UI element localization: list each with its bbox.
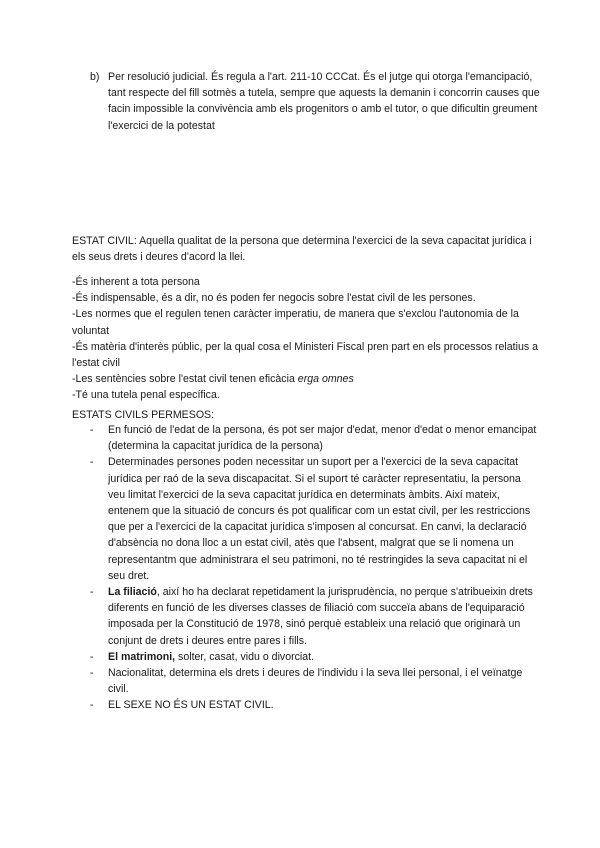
dash-marker: - xyxy=(90,424,94,436)
dash-marker: - xyxy=(90,586,94,599)
disability-text: Determinades persones poden necessitar un suport per a l'exercici de la seva capacitat jurídica per raó de la seva discapacitat. Si el suport té caràcter representatiu, la persona veu limitat l'exercici de la seva capacitat jurídica en determinats àmbits. Així mateix, entenem que la situació de concurs és pot qualificar com un estat civil, per les restriccions que per a l'exercici de la capacitat jurídica s'imposen al concursat. En canvi, la declaració d'absència no dona lloc a un estat civil, atès que l'absent, malgrat que se li nomena un representantm que administrara el seu patrimoni, no té restringides la seva capacitat ni el seu dret. xyxy=(108,456,531,582)
dash-marker: - xyxy=(90,650,94,663)
filiation-text: , així ho ha declarat repetidament la jurisprudència, no perque s'atribueixin drets diferents en funció de les diverses classes de filiació com succeïa abans de l'equiparació imposada per la Constitució de 1978, sinó perquè estableix una relació que originarà un conjunt de drets i deures entre pares i fills. xyxy=(108,586,533,647)
nationality-text: Nacionalitat, determina els drets i deures de l'individu i la seva llei personal, i el veïnatge civil. xyxy=(108,667,523,696)
feature-line: -Té una tutela penal específica. xyxy=(72,389,220,402)
list-item-sex xyxy=(90,697,540,713)
erga-omnes-italic: erga omnes xyxy=(297,373,354,386)
marriage-text: solter, casat, vidu o divorciat. xyxy=(175,650,315,663)
emancipation-judicial-text: Per resolució judicial. És regula a l'art. 211-10 CCCat. És el jutge qui otorga l'emancipació, tant respecte del fill sotmès a tutela, sempre que aquests la demanin i concorrin causes que facin impossible la convivència amb els progenitors o amb el tutor, o que dificultin greument l'exercici de la potestat xyxy=(108,71,540,132)
dash-marker: - xyxy=(90,699,94,712)
feature-line: -És inherent a tota persona xyxy=(72,276,200,288)
list-item-nationality xyxy=(90,665,540,697)
permitted-states-list xyxy=(90,422,540,714)
civil-status-definition: ESTAT CIVIL: Aquella qualitat de la persona que determina l'exercici de la seva capacitat jurídica i els seus drets i deures d'acord la llei. xyxy=(72,235,532,264)
feature-line-erga-omnes xyxy=(72,371,542,387)
age-text: En funció de l'edat de la persona, és pot ser major d'edat, menor d'edat o menor emancipat (determina la capacitat jurídica de la persona) xyxy=(108,424,537,453)
permitted-states-heading: ESTATS CIVILS PERMESOS: xyxy=(72,409,215,421)
feature-line: -És indispensable, és a dir, no és poden fer negocis sobre l'estat civil de les persones. xyxy=(72,292,476,305)
civil-status-features xyxy=(72,274,542,404)
feature-line: -És matèria d'interès públic, per la qual cosa el Ministeri Fiscal pren part en els processos relatius a l'estat civil xyxy=(72,340,539,370)
list-item-age xyxy=(90,422,540,454)
list-marker-b: b) xyxy=(90,71,100,83)
list-item-marriage xyxy=(90,649,540,665)
list-item-b xyxy=(90,69,540,134)
feature-erga-prefix: -Les sentències sobre l'estat civil tenen eficàcia xyxy=(72,373,298,386)
sex-text: EL SEXE NO ÉS UN ESTAT CIVIL. xyxy=(108,699,274,712)
filiation-label: La filiació xyxy=(108,586,157,599)
feature-line: -Les normes que el regulen tenen caràcter imperatiu, de manera que s'exclou l'autonomia de la voluntat xyxy=(72,308,519,337)
dash-marker: - xyxy=(90,667,94,680)
dash-marker: - xyxy=(90,456,94,469)
list-item-disability xyxy=(90,454,540,584)
list-item-filiation xyxy=(90,584,540,649)
marriage-label: El matrimoni, xyxy=(108,650,176,663)
